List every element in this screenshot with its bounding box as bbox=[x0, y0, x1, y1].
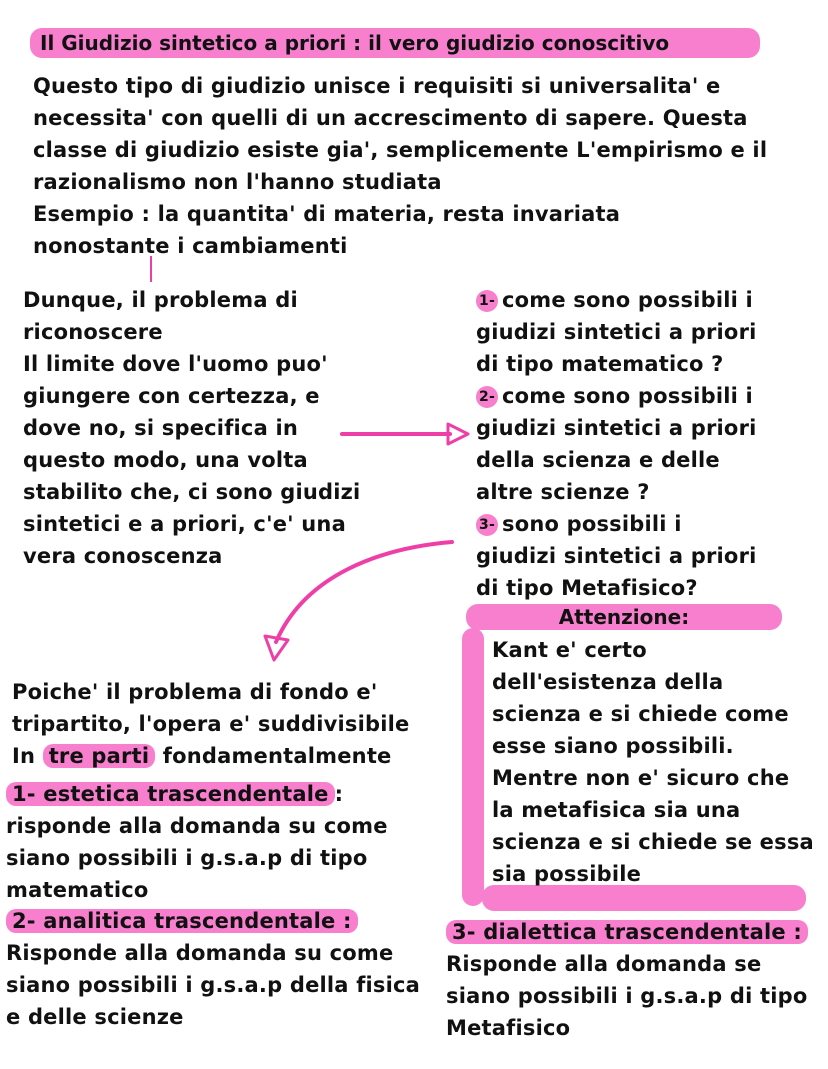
part-line: siano possibili i g.s.a.p di tipo bbox=[6, 846, 368, 870]
attention-line: sia possibile bbox=[492, 862, 642, 886]
tre-parti-highlight: tre parti bbox=[43, 744, 156, 768]
problem-line: Dunque, il problema di bbox=[23, 288, 298, 312]
question-text: altre scienze ? bbox=[476, 480, 650, 504]
curved-arrow-icon bbox=[265, 542, 452, 660]
attention-line: scienza e si chiede come bbox=[492, 702, 789, 726]
part-line: Risponde alla domanda su come bbox=[6, 941, 394, 965]
attention-line: la metafisica sia una bbox=[492, 798, 741, 822]
question-number: 1- bbox=[476, 290, 498, 312]
attention-line: Mentre non e' sicuro che bbox=[492, 766, 790, 790]
intro-line: classe di giudizio esiste gia', semplicemente L'empirismo e il bbox=[33, 138, 768, 162]
problem-line: giungere con certezza, e bbox=[23, 384, 320, 408]
problem-line: sintetici e a priori, c'e' una bbox=[23, 512, 346, 536]
parts-intro-line: tripartito, l'opera e' suddivisibile bbox=[12, 712, 410, 736]
question-text: giudizi sintetici a priori bbox=[476, 320, 757, 344]
attention-line: dell'esistenza della bbox=[492, 670, 724, 694]
part-line: siano possibili i g.s.a.p di tipo bbox=[446, 984, 808, 1008]
part-line: risponde alla domanda su come bbox=[6, 814, 388, 838]
attention-line: scienza e si chiede se essa bbox=[492, 830, 814, 854]
problem-line: questo modo, una volta bbox=[23, 448, 308, 472]
problem-line: Il limite dove l'uomo puo' bbox=[23, 352, 328, 376]
right-arrow-icon bbox=[342, 424, 468, 444]
part-line: matematico bbox=[6, 878, 149, 902]
intro-line: Questo tipo di giudizio unisce i requisiti si universalita' e bbox=[33, 74, 721, 98]
intro-line: Esempio : la quantita' di materia, resta invariata bbox=[33, 202, 621, 226]
question-text: come sono possibili i bbox=[502, 288, 753, 312]
problem-line: dove no, si specifica in bbox=[23, 416, 299, 440]
question-text: come sono possibili i bbox=[502, 384, 753, 408]
intro-line: nonostante i cambiamenti bbox=[33, 234, 348, 258]
part-label: 3- dialettica trascendentale : bbox=[446, 920, 808, 944]
parts-intro-post: fondamentalmente bbox=[162, 744, 392, 768]
part-label: 2- analitica trascendentale : bbox=[6, 909, 358, 933]
part-colon: : bbox=[334, 782, 344, 806]
question-number: 2- bbox=[476, 386, 498, 408]
parts-intro-line: Poiche' il problema di fondo e' bbox=[12, 680, 378, 704]
parts-intro-pre: In bbox=[12, 744, 36, 768]
part-line: e delle scienze bbox=[6, 1005, 184, 1029]
part-line: Risponde alla domanda se bbox=[446, 952, 762, 976]
part-line: Metafisico bbox=[446, 1016, 571, 1040]
attention-line: esse siano possibili. bbox=[492, 734, 734, 758]
part-label: 1- estetica trascendentale bbox=[6, 782, 335, 806]
question-text: giudizi sintetici a priori bbox=[476, 416, 757, 440]
question-text: sono possibili i bbox=[502, 512, 682, 536]
problem-line: riconoscere bbox=[23, 320, 163, 344]
question-text: di tipo Metafisico? bbox=[476, 576, 698, 600]
question-text: della scienza e delle bbox=[476, 448, 720, 472]
question-text: giudizi sintetici a priori bbox=[476, 544, 757, 568]
attention-line: Kant e' certo bbox=[492, 638, 647, 662]
intro-line: razionalismo non l'hanno studiata bbox=[33, 170, 442, 194]
part-line: siano possibili i g.s.a.p della fisica bbox=[6, 973, 421, 997]
question-text: di tipo matematico ? bbox=[476, 352, 724, 376]
question-number: 3- bbox=[476, 514, 498, 536]
problem-line: stabilito che, ci sono giudizi bbox=[23, 480, 361, 504]
problem-line: vera conoscenza bbox=[23, 544, 223, 568]
attention-heading: Attenzione: bbox=[466, 604, 782, 630]
intro-line: necessita' con quelli di un accrescimento di sapere. Questa bbox=[33, 106, 748, 130]
page-title: Il Giudizio sintetico a priori : il vero giudizio conoscitivo bbox=[30, 28, 760, 58]
